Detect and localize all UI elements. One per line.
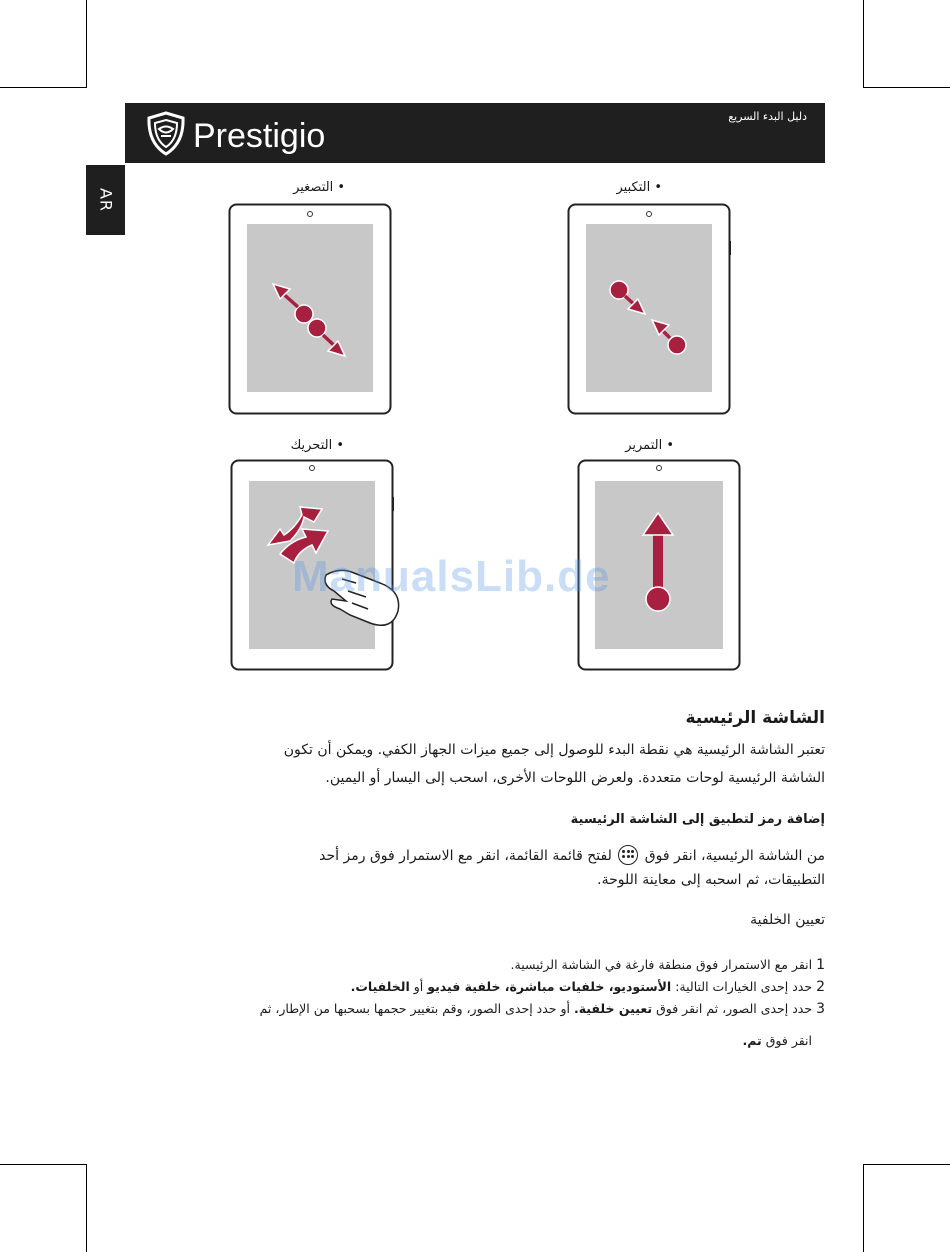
add-icon-text-b: لفتح قائمة القائمة، انقر مع الاستمرار فوق رمز أحد xyxy=(319,848,612,864)
prestigio-logo xyxy=(145,109,385,159)
step-text: حدد إحدى الخيارات التالية: xyxy=(675,979,813,994)
language-tab-label: AR xyxy=(96,187,115,213)
add-icon-line-1 xyxy=(135,844,825,868)
wallpaper-step-2 xyxy=(351,976,825,998)
wallpaper-step-3 xyxy=(260,998,825,1020)
step-options: الأستوديو، خلفيات مباشرة، خلفية فيديو xyxy=(427,979,672,994)
add-icon-line-2: التطبيقات، ثم اسحبه إلى معاينة اللوحة. xyxy=(597,872,825,888)
crop-mark xyxy=(0,1164,87,1165)
apps-grid-icon xyxy=(618,845,638,865)
add-icon-paragraph xyxy=(135,844,825,892)
wallpaper-step-3-continued xyxy=(742,1030,812,1052)
step-number: 3 xyxy=(816,1001,825,1017)
step-option: الخلفيات. xyxy=(350,979,410,994)
home-screen-line-2: الشاشة الرئيسية لوحات متعددة. ولعرض اللوحات الأخرى، اسحب إلى اليسار أو اليمين. xyxy=(325,770,825,786)
step-number: 2 xyxy=(816,979,825,995)
watermark: ManualsLib.de xyxy=(292,552,611,601)
home-screen-title: الشاشة الرئيسية xyxy=(685,708,825,728)
step-option: تم. xyxy=(742,1033,762,1048)
gesture-label-rotate: • التحريك xyxy=(290,438,344,453)
gesture-label-zoom-out: • التصغير xyxy=(293,180,345,195)
step-text: أو xyxy=(413,979,424,994)
step-text: انقر مع الاستمرار فوق منطقة فارغة في الشاشة الرئيسية. xyxy=(510,957,813,972)
crop-mark xyxy=(863,0,864,88)
wallpaper-step-1 xyxy=(511,954,825,976)
crop-mark xyxy=(86,1164,87,1252)
guide-title: دليل البدء السريع xyxy=(728,110,807,123)
tablet-zoom-out xyxy=(228,203,392,415)
crop-mark xyxy=(86,0,87,88)
step-number: 1 xyxy=(816,957,825,973)
step-text: حدد إحدى الصور، ثم انقر فوق xyxy=(656,1001,813,1016)
add-icon-title: إضافة رمز لتطبيق إلى الشاشة الرئيسية xyxy=(570,812,825,827)
language-tab xyxy=(86,165,125,235)
crop-mark xyxy=(863,1164,864,1252)
gesture-label-zoom-in: • التكبير xyxy=(616,180,662,195)
home-screen-paragraph xyxy=(135,736,825,792)
wallpaper-title: تعيين الخلفية xyxy=(750,912,825,928)
crop-mark xyxy=(863,87,950,88)
brand-wordmark: Prestigio xyxy=(193,117,326,155)
home-screen-line-1: تعتبر الشاشة الرئيسية هي نقطة البدء للوصول إلى جميع ميزات الجهاز الكفي. ويمكن أن تكون xyxy=(283,742,825,758)
crop-mark xyxy=(0,87,87,88)
step-option: تعيين خلفية. xyxy=(573,1001,653,1016)
step-text: انقر فوق xyxy=(765,1033,812,1048)
header-band xyxy=(125,103,825,163)
gesture-label-scroll: • التمرير xyxy=(625,438,674,453)
crop-mark xyxy=(863,1164,950,1165)
tablet-zoom-in xyxy=(567,203,731,415)
add-icon-text-a: من الشاشة الرئيسية، انقر فوق xyxy=(644,848,825,864)
step-text: أو حدد إحدى الصور، وقم بتغيير حجمها بسحبها من الإطار، ثم xyxy=(259,1001,570,1016)
